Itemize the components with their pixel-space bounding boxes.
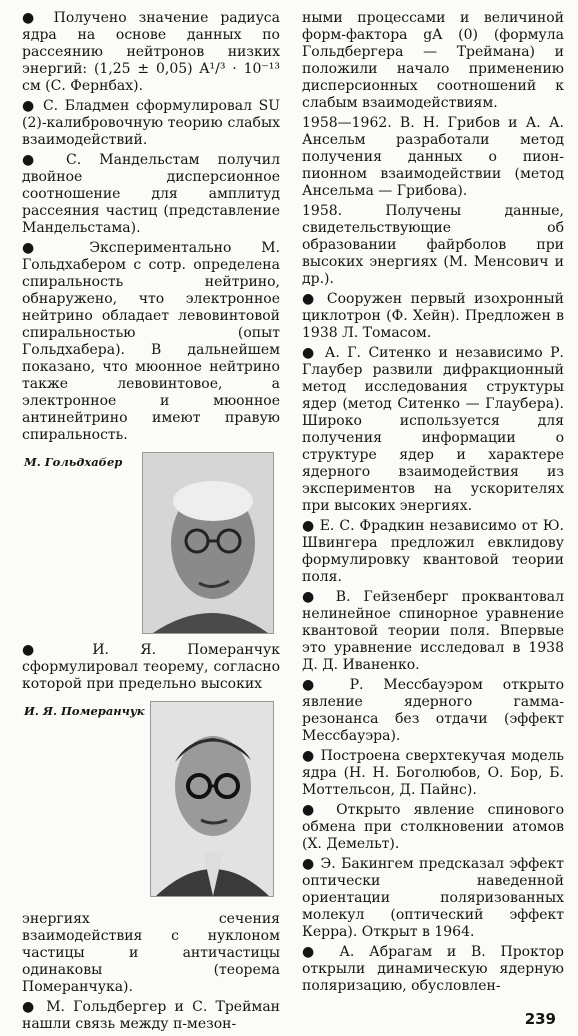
right-paragraph-11: ● Э. Бакингем предсказал эффект оптически наведенной ориентации поляризованных молекул (оптический эффект Керра). Открыт в 1964. — [302, 856, 564, 940]
right-paragraph-7: ● В. Гейзенберг проквантовал нелинейное спинорное уравнение квантовой теории поля. Впервые это уравнение исследовал в 1938 Д. Д. Иваненко. — [302, 589, 564, 673]
right-paragraph-8: ● Р. Мессбауэром открыто явление ядерного гамма-резонанса без отдачи (эффект Мессбауэра). — [302, 677, 564, 744]
portrait-pomeranchuk-drawing — [151, 702, 273, 896]
photo-block-pomeranchuk — [22, 701, 280, 901]
left-paragraph-1: ● Получено значение радиуса ядра на основе данных по рассеянию нейтронов низких энергий: (1,25 ± 0,05) A¹/³ · 10⁻¹³ см (С. Фернбах). — [22, 10, 280, 94]
page-number: 239 — [524, 1010, 556, 1028]
photo-caption-goldhaber: М. Гольдхабер — [24, 455, 123, 469]
left-paragraph-5: ● И. Я. Померанчук сформулировал теорему, согласно которой при предельно высоких — [22, 642, 280, 692]
right-paragraph-10: ● Открыто явление спинового обмена при столкновении атомов (Х. Демельт). — [302, 802, 564, 852]
left-paragraph-4: ● Экспериментально М. Гольдхабером с сотр. определена спиральность нейтрино, обнаружено, что электронное нейтрино обладает левовинтовой спиральностью (опыт Гольдхабера). В дальнейшем показано, что мюонное нейтрино также левовинтовое, а электронное и мюонное антинейтрино имеют правую спиральность. — [22, 240, 280, 443]
right-paragraph-12: ● А. Абрагам и В. Проктор открыли динамическую ядерную поляризацию, обусловлен- — [302, 944, 564, 994]
portrait-photo-icon — [150, 701, 274, 897]
right-paragraph-2: 1958—1962. В. Н. Грибов и А. А. Ансельм разработали метод получения данных о пион-пионном взаимодействии (метод Ансельма — Грибова). — [302, 115, 564, 199]
left-paragraph-7: ● М. Гольдбергер и С. Трейман нашли связь между π-мезон- — [22, 999, 280, 1032]
right-paragraph-4: ● Сооружен первый изохронный циклотрон (Ф. Хейн). Предложен в 1938 Л. Томасом. — [302, 291, 564, 341]
right-column — [302, 10, 564, 998]
left-column — [22, 10, 280, 1036]
right-paragraph-1: ными процессами и величиной форм-фактора gA (0) (формула Гольдбергера — Треймана) и положили начало применению дисперсионных соотношений к слабым взаимодействиям. — [302, 10, 564, 111]
right-paragraph-6: ● Е. С. Фрадкин независимо от Ю. Швингера предложил евклидову формулировку квантовой теории поля. — [302, 518, 564, 585]
right-paragraph-5: ● А. Г. Ситенко и независимо Р. Глаубер развили дифракционный метод исследования структуры ядер (метод Ситенко — Глаубера). Широко используется для получения информации о структуре ядер и характере ядерного взаимодействия из экспериментов на ускорителях при высоких энергиях. — [302, 345, 564, 514]
left-paragraph-2: ● С. Бладмен сформулировал SU (2)-калибровочную теорию слабых взаимодействий. — [22, 98, 280, 148]
photo-block-goldhaber — [22, 452, 280, 632]
left-paragraph-3: ● С. Мандельстам получил двойное дисперсионное соотношение для амплитуд рассеяния частиц (представление Мандельстама). — [22, 152, 280, 236]
right-paragraph-3: 1958. Получены данные, свидетельствующие об образовании файрболов при высоких энергиях (М. Менсович и др.). — [302, 203, 564, 287]
portrait-photo-icon — [142, 452, 274, 634]
portrait-goldhaber-drawing — [143, 453, 273, 633]
right-paragraph-9: ● Построена сверхтекучая модель ядра (Н. Н. Боголюбов, О. Бор, Б. Моттельсон, Д. Пайнс). — [302, 748, 564, 798]
photo-caption-pomeranchuk: И. Я. Померанчук — [24, 704, 145, 718]
left-paragraph-6: энергиях сечения взаимодействия с нуклоном частицы и античастицы одинаковы (теорема Померанчука). — [22, 911, 280, 995]
